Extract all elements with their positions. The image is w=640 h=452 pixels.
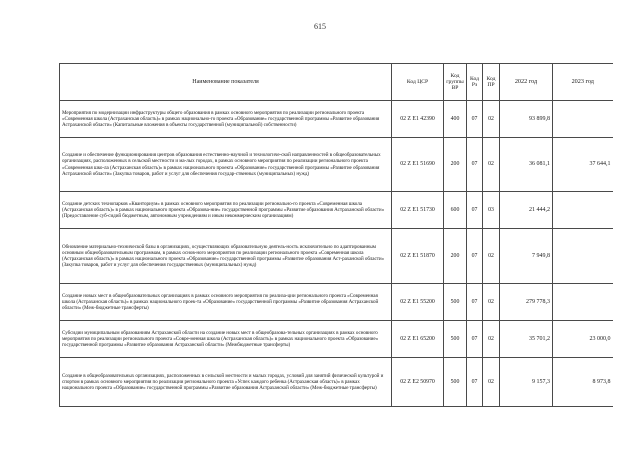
header-indicator-name: Наименование показателя <box>60 64 392 101</box>
csr-code: 02 Z E1 51730 <box>392 192 444 229</box>
indicator-name: Создание в общеобразовательных организациях, расположенных в сельской местности и малых городах, условий для занятий физической культурой и спортом в рамках основного мероприятия по реализации регионального проекта «Успех каждого ребенка (Астраханская область)» в рамках национального проекта «Образование» государственной программы «Развитие образования Астраханской области» (Меж-бюджетные трансферты) <box>60 358 392 407</box>
indicator-name: Создание и обеспечение функционирования центров образования естественно-научной и технологиче-ской направленностей в общеобразовательных организациях, расположенных в сельской местности и ма-лых городах, в рамках основного мероприятия по реализации регионального проекта «Современная шко-ла (Астраханская область)» в рамках национального проекта «Образование» государственной программы «Развитие образования Астраханской области» (Закупка товаров, работ и услуг для обеспечения государ-ственных (муниципальных) нужд) <box>60 138 392 192</box>
amount-2022: 7 949,8 <box>500 229 553 284</box>
amount-2023: 8 973,8 <box>553 358 613 407</box>
csr-code: 02 Z E1 42390 <box>392 101 444 138</box>
csr-code: 02 Z E1 51870 <box>392 229 444 284</box>
header-vr-code: Код группы ВР <box>444 64 467 101</box>
indicator-name: Создание детских технопарков «Кванториум» в рамках основного мероприятия по реализации регионально-го проекта «Современная школа (Астраханская область)» в рамках национального проекта «Образова-ние» государственной программы «Развитие образования Астраханской области» (Предоставление суб-сидий бюджетным, автономным учреждениям и иным некоммерческим организациям) <box>60 192 392 229</box>
vr-code: 200 <box>444 138 467 192</box>
pr-code: 02 <box>483 321 500 358</box>
pr-code: 02 <box>483 101 500 138</box>
page-number: 615 <box>314 22 326 31</box>
amount-2022: 93 899,8 <box>500 101 553 138</box>
table-row <box>60 229 613 284</box>
header-pr-code: Код ПР <box>483 64 500 101</box>
csr-code: 02 Z E2 50970 <box>392 358 444 407</box>
amount-2023 <box>553 101 613 138</box>
header-year-2023: 2023 год <box>553 64 613 101</box>
amount-2023 <box>553 284 613 321</box>
budget-table <box>59 63 613 407</box>
rz-code: 07 <box>467 284 483 321</box>
indicator-name: Создание новых мест в общеобразовательных организациях в рамках основного мероприятия по реализа-ции регионального проекта «Современная школа (Астраханская область)» в рамках национального проек-та «Образование» государственной программы «Развитие образования Астраханской области» (Меж-бюджетные трансферты) <box>60 284 392 321</box>
rz-code: 07 <box>467 358 483 407</box>
amount-2023 <box>553 229 613 284</box>
indicator-name: Мероприятия по модернизации инфраструктуры общего образования в рамках основного мероприятия по реализации регионального проекта «Современная школа (Астраханская область)» в рамках национально-го проекта «Образование» государственной программы «Развитие образования Астраханской области» (Капитальные вложения в объекты государственной (муниципальной) собственности) <box>60 101 392 138</box>
pr-code: 02 <box>483 138 500 192</box>
pr-code: 02 <box>483 358 500 407</box>
table-row <box>60 358 613 407</box>
vr-code: 500 <box>444 284 467 321</box>
rz-code: 07 <box>467 321 483 358</box>
rz-code: 07 <box>467 192 483 229</box>
vr-code: 500 <box>444 358 467 407</box>
table-header-row <box>60 64 613 101</box>
amount-2023 <box>553 192 613 229</box>
amount-2022: 35 701,2 <box>500 321 553 358</box>
csr-code: 02 Z E1 65200 <box>392 321 444 358</box>
rz-code: 07 <box>467 138 483 192</box>
amount-2022: 21 444,2 <box>500 192 553 229</box>
rz-code: 07 <box>467 101 483 138</box>
amount-2023: 23 000,0 <box>553 321 613 358</box>
pr-code: 03 <box>483 192 500 229</box>
table-row <box>60 101 613 138</box>
indicator-name: Субсидии муниципальным образованиям Астраханской области на создание новых мест в общеобразова-тельных организациях в рамках основного мероприятия по реализации регионального проекта «Совре-менная школа (Астраханская область)» в рамках национального проекта «Образование» государственной программы «Развитие образования Астраханской области» (Межбюджетные трансферты) <box>60 321 392 358</box>
pr-code: 02 <box>483 229 500 284</box>
table-row <box>60 284 613 321</box>
pr-code: 02 <box>483 284 500 321</box>
vr-code: 200 <box>444 229 467 284</box>
header-rz-code: Код Рз <box>467 64 483 101</box>
table-row <box>60 138 613 192</box>
header-csr-code: Код ЦСР <box>392 64 444 101</box>
rz-code: 07 <box>467 229 483 284</box>
vr-code: 500 <box>444 321 467 358</box>
vr-code: 400 <box>444 101 467 138</box>
header-year-2022: 2022 год <box>500 64 553 101</box>
amount-2022: 9 157,3 <box>500 358 553 407</box>
amount-2023: 37 644,1 <box>553 138 613 192</box>
amount-2022: 36 081,1 <box>500 138 553 192</box>
csr-code: 02 Z E1 55200 <box>392 284 444 321</box>
indicator-name: Обновление материально-технической базы в организациях, осуществляющих образовательную деятель-ность исключительно по адаптированным основным общеобразовательным программам, в рамках основ-ного мероприятия по реализации регионального проекта «Современная школа (Астраханская область)» в рамках национального проекта «Образование» государственной программы «Развитие образования Аст-раханской области» (Закупка товаров, работ и услуг для обеспечения государственных (муниципальных) нужд) <box>60 229 392 284</box>
vr-code: 600 <box>444 192 467 229</box>
csr-code: 02 Z E1 51690 <box>392 138 444 192</box>
table-row <box>60 192 613 229</box>
amount-2022: 279 778,3 <box>500 284 553 321</box>
table-row <box>60 321 613 358</box>
